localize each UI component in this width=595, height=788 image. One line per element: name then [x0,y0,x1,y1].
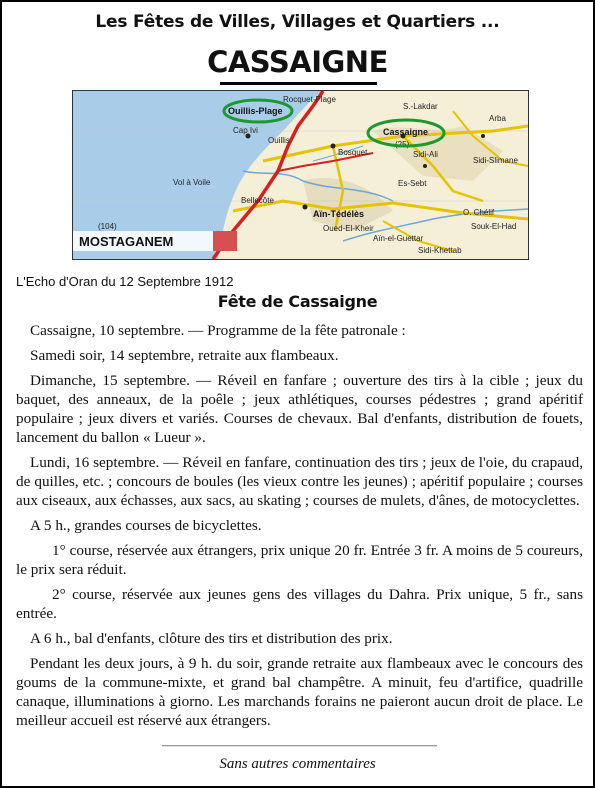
label-sidi-ali: Sidi-Ali [413,150,438,159]
label-bosquet: Bosquet [338,148,368,157]
label-es-sebt: Es-Sebt [398,179,427,188]
label-roquet: Rocquet-Plage [283,95,336,104]
label-ain-tedeles: Aïn-Tédélès [313,209,365,219]
series-title: Les Fêtes de Villes, Villages et Quartiers ... [95,12,500,32]
label-ouillis: Ouillis [268,136,290,145]
paragraph: Lundi, 16 septembre. — Réveil en fanfare, continuation des tirs ; jeux de l'oie, du crapaud, de quilles, etc. ; concours de boules (les vieux contre les jeunes) ; apéritif populaire ; courses aux ciseaux, aux échasses, aux sacs, au skating ; courses de mulets, d'ânes, de motocyclettes. [16,454,583,509]
label-mostaganem: MOSTAGANEM [79,234,174,249]
paragraph: Cassaigne, 10 septembre. — Programme de la fête patronale : [30,322,406,339]
map-image [72,90,529,260]
title-underline [220,82,377,85]
paragraph: Dimanche, 15 septembre. — Réveil en fanfare ; ouverture des tirs à la cible ; jeux du baquet, des anneaux, de la poêle ; jeux athlétiques, courses pédestres ; grand apéritif populaire ; jeux divers et variés. Courses de chevaux. Bal d'enfants, distribution de fouets, lancement du ballon « Lueur ». [16,372,583,446]
road-map [73,91,528,259]
label-ain-el-guettar: Aïn-el-Guettar [373,234,424,243]
paragraph: Pendant les deux jours, à 9 h. du soir, grande retraite aux flambeaux avec le concours des goums de la commune-mixte, et grand bal champêtre. A minuit, feu d'artifice, quadrille canaque, illuminations à giorno. Les marchands forains ne paieront aucun droit de place. Le meilleur accueil est réservé aux étrangers. [16,655,583,729]
paragraph: A 5 h., grandes courses de bicyclettes. [30,517,262,534]
paragraph: A 6 h., bal d'enfants, clôture des tirs et distribution des prix. [30,630,393,647]
label-vol-a-voile: Vol à Voile [173,178,211,187]
label-sidi-khettab: Sidi-Khettab [418,246,462,255]
label-sidi-lakdar: S.-Lakdar [403,102,438,111]
paragraph: Samedi soir, 14 septembre, retraite aux flambeaux. [30,347,339,364]
paragraph: 2° course, réservée aux jeunes gens des villages du Dahra. Prix unique, 5 fr., sans entrée. [16,586,583,622]
label-pop-mostaganem: (104) [98,222,117,231]
label-souk-el-had: Souk-El-Had [471,222,517,231]
label-cassaigne: Cassaigne [383,127,429,137]
label-o-chelif: O. Chélif [463,208,495,217]
article-title: Fête de Cassaigne [217,292,378,311]
label-ouillis-plage: Ouillis-Plage [228,106,283,116]
label-arba: Arba [489,114,506,123]
label-bellecote: Bellecôte [241,196,274,205]
label-oued-el-kheir: Oued-El-Kheir [323,224,374,233]
footer-note: Sans autres commentaires [219,756,376,772]
label-cap-ivi: Cap Ivi [233,126,258,135]
label-pop-cassaigne: (25) [395,140,410,149]
article-body [16,321,583,736]
label-sidi-slimane: Sidi-Slimane [473,156,518,165]
footer-divider [162,745,437,747]
paragraph: 1° course, réservée aux étrangers, prix unique 20 fr. Entrée 3 fr. A moins de 5 coureurs, le prix sera réduit. [16,542,583,578]
source-citation: L'Echo d'Oran du 12 Septembre 1912 [16,274,234,289]
town-title: CASSAIGNE [207,45,388,79]
